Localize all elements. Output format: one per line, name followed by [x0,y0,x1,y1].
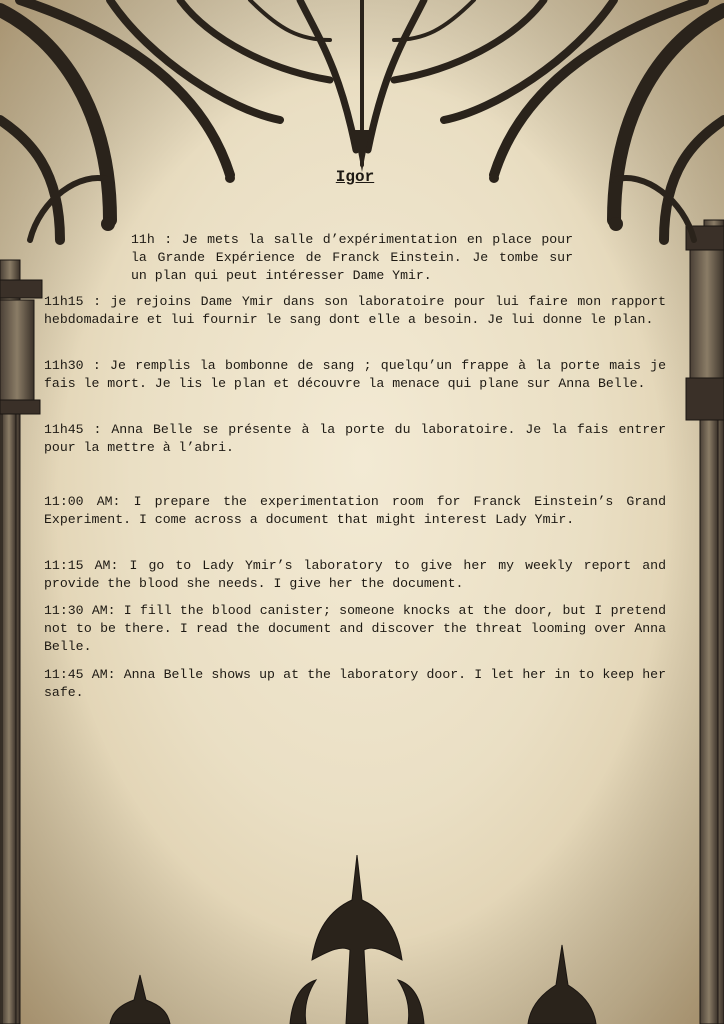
french-entry-1145: 11h45 : Anna Belle se présente à la porte du laboratoire. Je la fais entrer pour la mettre à l’abri. [44,422,666,455]
french-entry-1115: 11h15 : je rejoins Dame Ymir dans son laboratoire pour lui faire mon rapport hebdomadaire et lui fournir le sang dont elle a besoin. Je lui donne le plan. [44,294,666,327]
english-entry-1145: 11:45 AM: Anna Belle shows up at the laboratory door. I let her in to keep her safe. [44,667,666,700]
english-entry-1130: 11:30 AM: I fill the blood canister; someone knocks at the door, but I pretend not to be there. I read the document and discover the threat looming over Anna Belle. [44,603,666,654]
page-title: Igor [335,168,375,186]
english-entry-1115: 11:15 AM: I go to Lady Ymir’s laboratory to give her my weekly report and provide the blood she needs. I give her the document. [44,558,666,591]
english-entry-1100: 11:00 AM: I prepare the experimentation room for Franck Einstein’s Grand Experiment. I come across a document that might interest Lady Ymir. [44,494,666,527]
french-entry-1130: 11h30 : Je remplis la bombonne de sang ; quelqu’un frappe à la porte mais je fais le mort. Je lis le plan et découvre la menace qui plane sur Anna Belle. [44,358,666,391]
french-intro-entry: 11h : Je mets la salle d’expérimentation en place pour la Grande Expérience de Franck Einstein. Je tombe sur un plan qui peut intéresser Dame Ymir. [131,232,573,283]
